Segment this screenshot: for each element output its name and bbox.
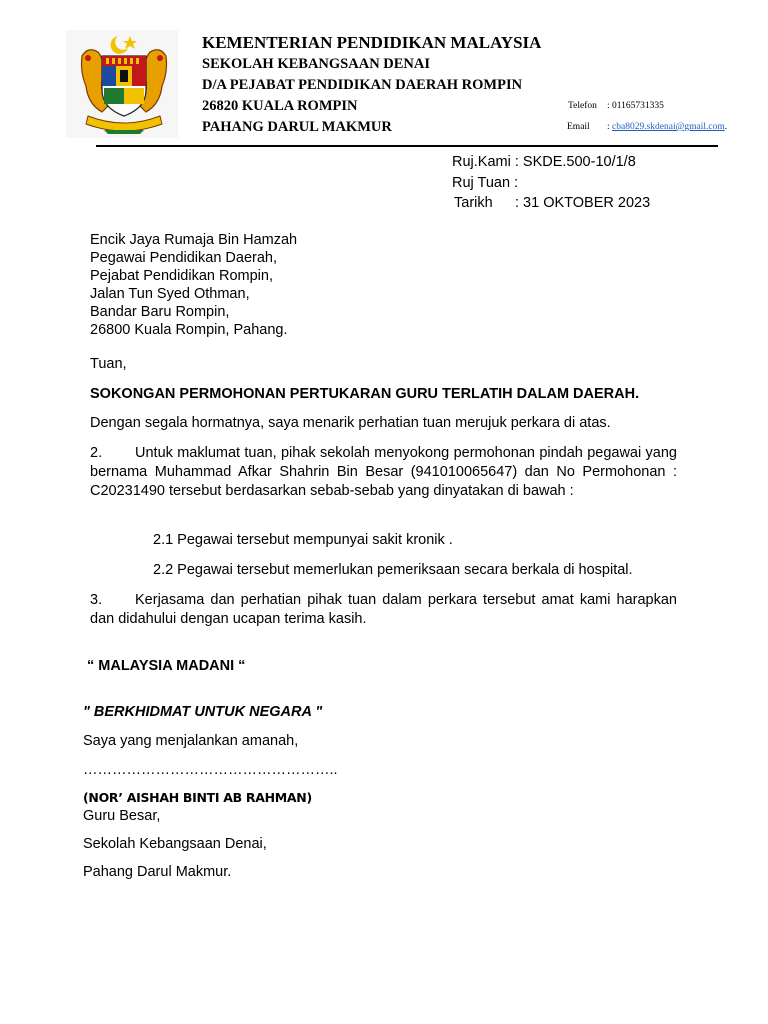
opening-paragraph: Dengan segala hormatnya, saya menarik perhatian tuan merujuk perkara di atas.	[90, 415, 611, 431]
office-name: D/A PEJABAT PENDIDIKAN DAERAH ROMPIN	[202, 77, 523, 93]
list-item-2-2: 2.2 Pegawai tersebut memerlukan pemeriksaan secara berkala di hospital.	[153, 562, 633, 578]
email-line	[607, 122, 727, 132]
recipient-line: Jalan Tun Syed Othman,	[90, 286, 250, 302]
phone-label: Telefon	[568, 101, 597, 111]
email-label: Email	[567, 122, 590, 132]
date-label: Tarikh	[454, 195, 493, 211]
school-name: SEKOLAH KEBANGSAAN DENAI	[202, 56, 431, 72]
recipient-line: Bandar Baru Rompin,	[90, 304, 230, 320]
paragraph-2-text: Untuk maklumat tuan, pihak sekolah menyokong permohonan pindah pegawai yang bernama Muhammad Afkar Shahrin Bin Besar (941010065647) dan No Permohonan : C20231490 tersebut berdasarkan sebab-sebab yang dinyatakan di bawah :	[90, 445, 677, 499]
postcode-town: 26820 KUALA ROMPIN	[202, 98, 358, 114]
paragraph-2-number: 2.	[90, 445, 103, 461]
email-prefix: :	[607, 122, 610, 132]
letterhead-divider	[96, 145, 718, 147]
paragraph-3-number: 3.	[90, 592, 103, 608]
slogan-malaysia-madani: “ MALAYSIA MADANI “	[87, 658, 246, 674]
paragraph-3	[90, 591, 677, 629]
ministry-name: KEMENTERIAN PENDIDIKAN MALAYSIA	[202, 33, 542, 52]
letterhead	[0, 0, 768, 150]
your-reference: Ruj Tuan :	[452, 175, 519, 191]
signer-name: (NOR’ AISHAH BINTI AB RAHMAN)	[83, 790, 312, 805]
recipient-line: Encik Jaya Rumaja Bin Hamzah	[90, 232, 298, 248]
list-item-2-1: 2.1 Pegawai tersebut mempunyai sakit kronik .	[153, 532, 453, 548]
email-suffix: .	[724, 122, 728, 132]
paragraph-3-text: Kerjasama dan perhatian pihak tuan dalam perkara tersebut amat kami harapkan dan didahului dengan ucapan terima kasih.	[90, 592, 677, 627]
closing-trust: Saya yang menjalankan amanah,	[83, 733, 299, 749]
signer-state: Pahang Darul Makmur.	[83, 864, 232, 880]
coat-of-arms-icon	[74, 32, 174, 136]
salutation: Tuan,	[90, 356, 127, 372]
recipient-line: Pegawai Pendidikan Daerah,	[90, 250, 278, 266]
recipient-line: 26800 Kuala Rompin, Pahang.	[90, 322, 288, 338]
signer-school: Sekolah Kebangsaan Denai,	[83, 836, 267, 852]
signature-line: ……………………………………………..	[83, 762, 338, 778]
state-name: PAHANG DARUL MAKMUR	[202, 119, 392, 135]
our-reference: Ruj.Kami : SKDE.500-10/1/8	[452, 154, 636, 170]
recipient-address	[90, 231, 297, 339]
signer-title: Guru Besar,	[83, 808, 161, 824]
letter-subject: SOKONGAN PERMOHONAN PERTUKARAN GURU TERLATIH DALAM DAERAH.	[90, 386, 640, 402]
slogan-berkhidmat: " BERKHIDMAT UNTUK NEGARA "	[83, 704, 323, 720]
phone-value: : 01165731335	[607, 101, 664, 111]
paragraph-2	[90, 444, 677, 501]
email-link[interactable]: cba8029.skdenai@gmail.com	[612, 122, 725, 132]
recipient-line: Pejabat Pendidikan Rompin,	[90, 268, 273, 284]
date-value: : 31 OKTOBER 2023	[515, 195, 651, 211]
